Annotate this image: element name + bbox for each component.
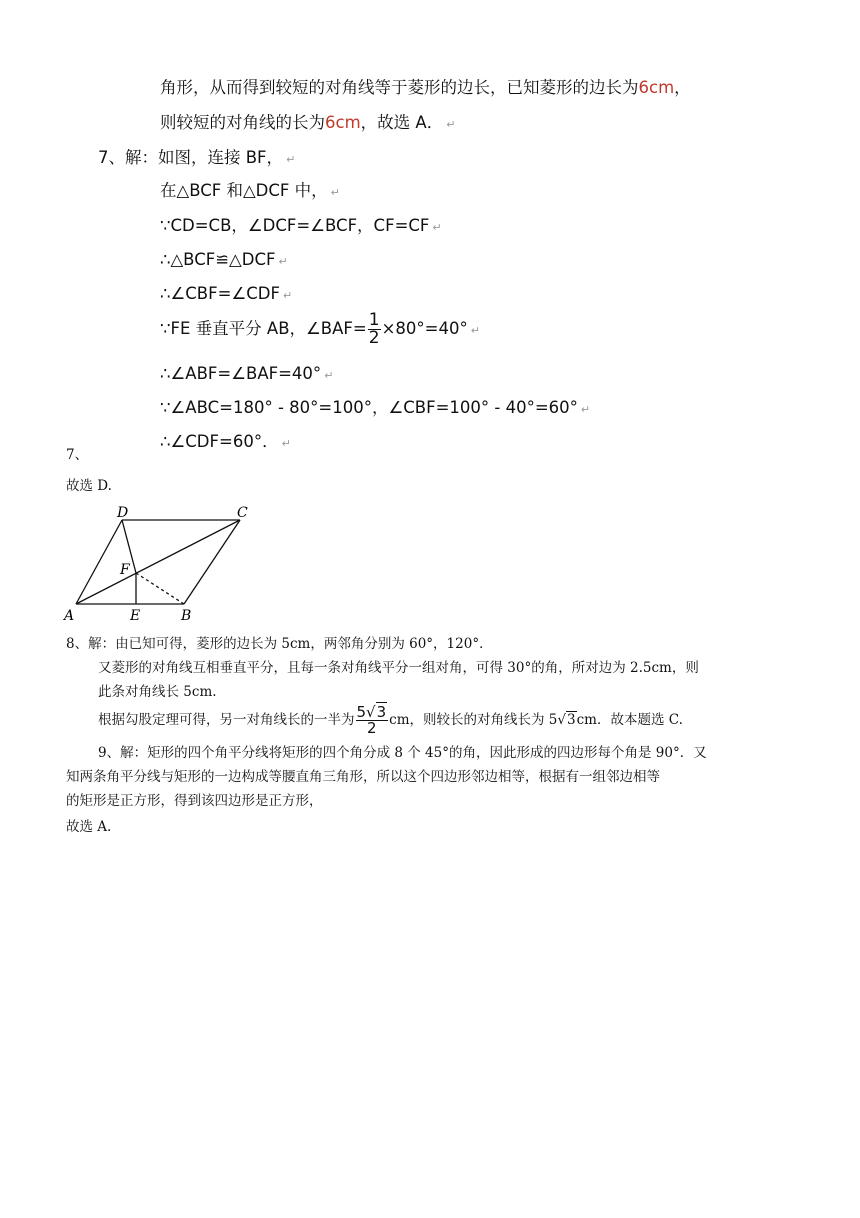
q9-line-2: 知两条角平分线与矩形的一边构成等腰直角三角形，所以这个四边形邻边相等，根据有一组邻边相等 [66, 769, 660, 785]
return-mark-icon: ↵ [446, 118, 456, 131]
q7-line-8 [160, 434, 291, 451]
q9-answer: 故选 A. [66, 819, 112, 835]
q7-line-7-text: ∵∠ABC=180° - 80°=100°，∠CBF=100° - 40°=60° [160, 398, 578, 417]
q6-diagonal-value: 6cm [325, 113, 361, 132]
q7-line-3-text: ∴△BCF≌△DCF [160, 250, 276, 269]
q8-line-4-text: 根据勾股定理可得，另一对角线长的一半为 [98, 711, 355, 728]
q6-line-2 [160, 115, 455, 132]
q7-line-2-text: ∵CD=CB，∠DCF=∠BCF，CF=CF [160, 216, 430, 235]
q7-line-4-text: ∴∠CBF=∠CDF [160, 284, 280, 303]
q7-line-1 [160, 183, 340, 200]
return-mark-icon: ↵ [282, 289, 293, 302]
fraction-5-root-3-over-2 [356, 705, 389, 736]
q7-line-3 [160, 252, 288, 269]
q9-line-1: 9、解：矩形的四个角平分线将矩形的四个角分成 8 个 45°的角，因此形成的四边形每个角是 90°．又 [98, 745, 707, 761]
return-mark-icon: ↵ [286, 153, 296, 166]
fraction-numerator: 5√3 [356, 703, 387, 721]
q7-line-5 [160, 312, 480, 347]
label-f: F [120, 562, 130, 578]
label-d: D [117, 505, 129, 521]
fraction-denominator: 2 [368, 328, 380, 348]
parallelogram-figure [60, 504, 260, 622]
q7-line-6-text: ∴∠ABF=∠BAF=40° [160, 364, 322, 383]
return-mark-icon: ↵ [432, 221, 442, 234]
label-b: B [181, 608, 192, 622]
radicand: 3 [567, 711, 576, 728]
q7-line-2 [160, 218, 442, 235]
q6-side-value: 6cm [638, 78, 675, 97]
label-a: A [64, 608, 75, 622]
return-mark-icon: ↵ [324, 369, 334, 382]
return-mark-icon: ↵ [470, 324, 480, 337]
fraction-one-half [368, 312, 381, 347]
q7-line-8-text: ∴∠CDF=60°． [160, 432, 279, 451]
q8-line-4-tail: cm．故本题选 C. [576, 711, 683, 728]
segment-fb-dashed [136, 573, 184, 604]
q7-line-6 [160, 366, 333, 383]
q6-line-2-tail: ，故选 A． [360, 113, 444, 132]
fraction-denominator: 2 [367, 719, 377, 737]
side-cb [184, 520, 240, 604]
q8-line-3: 此条对角线长 5cm. [98, 684, 217, 700]
q8-line-2: 又菱形的对角线互相垂直平分，且每一条对角线平分一组对角，可得 30°的角，所对边为 2.5cm，则 [98, 660, 699, 676]
q6-line-2-text: 则较短的对角线的长为 [160, 113, 325, 132]
return-mark-icon: ↵ [580, 403, 591, 416]
return-mark-icon: ↵ [278, 255, 288, 268]
q7-line-5-tail: ×80°=40° [381, 319, 468, 338]
q9-line-3: 的矩形是正方形，得到该四边形是正方形， [66, 793, 323, 809]
side-ad [76, 520, 122, 604]
label-e: E [130, 608, 141, 622]
q7-line-7 [160, 400, 590, 417]
q7-answer: 故选 D. [66, 478, 112, 494]
radicand: 3 [376, 703, 387, 721]
q6-line-1-text: 角形，从而得到较短的对角线等于菱形的边长，已知菱形的边长为 [160, 78, 639, 97]
q7-line-4 [160, 286, 292, 303]
q6-line-1 [160, 80, 691, 97]
q7-heading [98, 150, 295, 167]
q7-line-1-text: 在△BCF 和△DCF 中， [160, 181, 328, 200]
diagonal-ac [76, 520, 240, 604]
coefficient: 5 [356, 703, 367, 721]
q7-heading-text: 7、解：如图，连接 BF， [98, 148, 284, 167]
q8-line-1: 8、解：由已知可得，菱形的边长为 5cm，两邻角分别为 60°，120°． [66, 636, 493, 652]
return-mark-icon: ↵ [330, 186, 340, 199]
return-mark-icon: ↵ [281, 437, 291, 450]
q8-line-4 [98, 705, 683, 736]
q7-label: 7、 [66, 447, 89, 463]
q7-line-5-text: ∵FE 垂直平分 AB，∠BAF= [160, 319, 367, 338]
q8-line-4-middle: cm，则较长的对角线长为 5 [389, 711, 558, 728]
label-c: C [237, 505, 248, 521]
fraction-numerator: 1 [368, 310, 380, 330]
q6-line-1-tail: ， [674, 78, 691, 97]
sqrt-symbol: √ [557, 711, 567, 728]
